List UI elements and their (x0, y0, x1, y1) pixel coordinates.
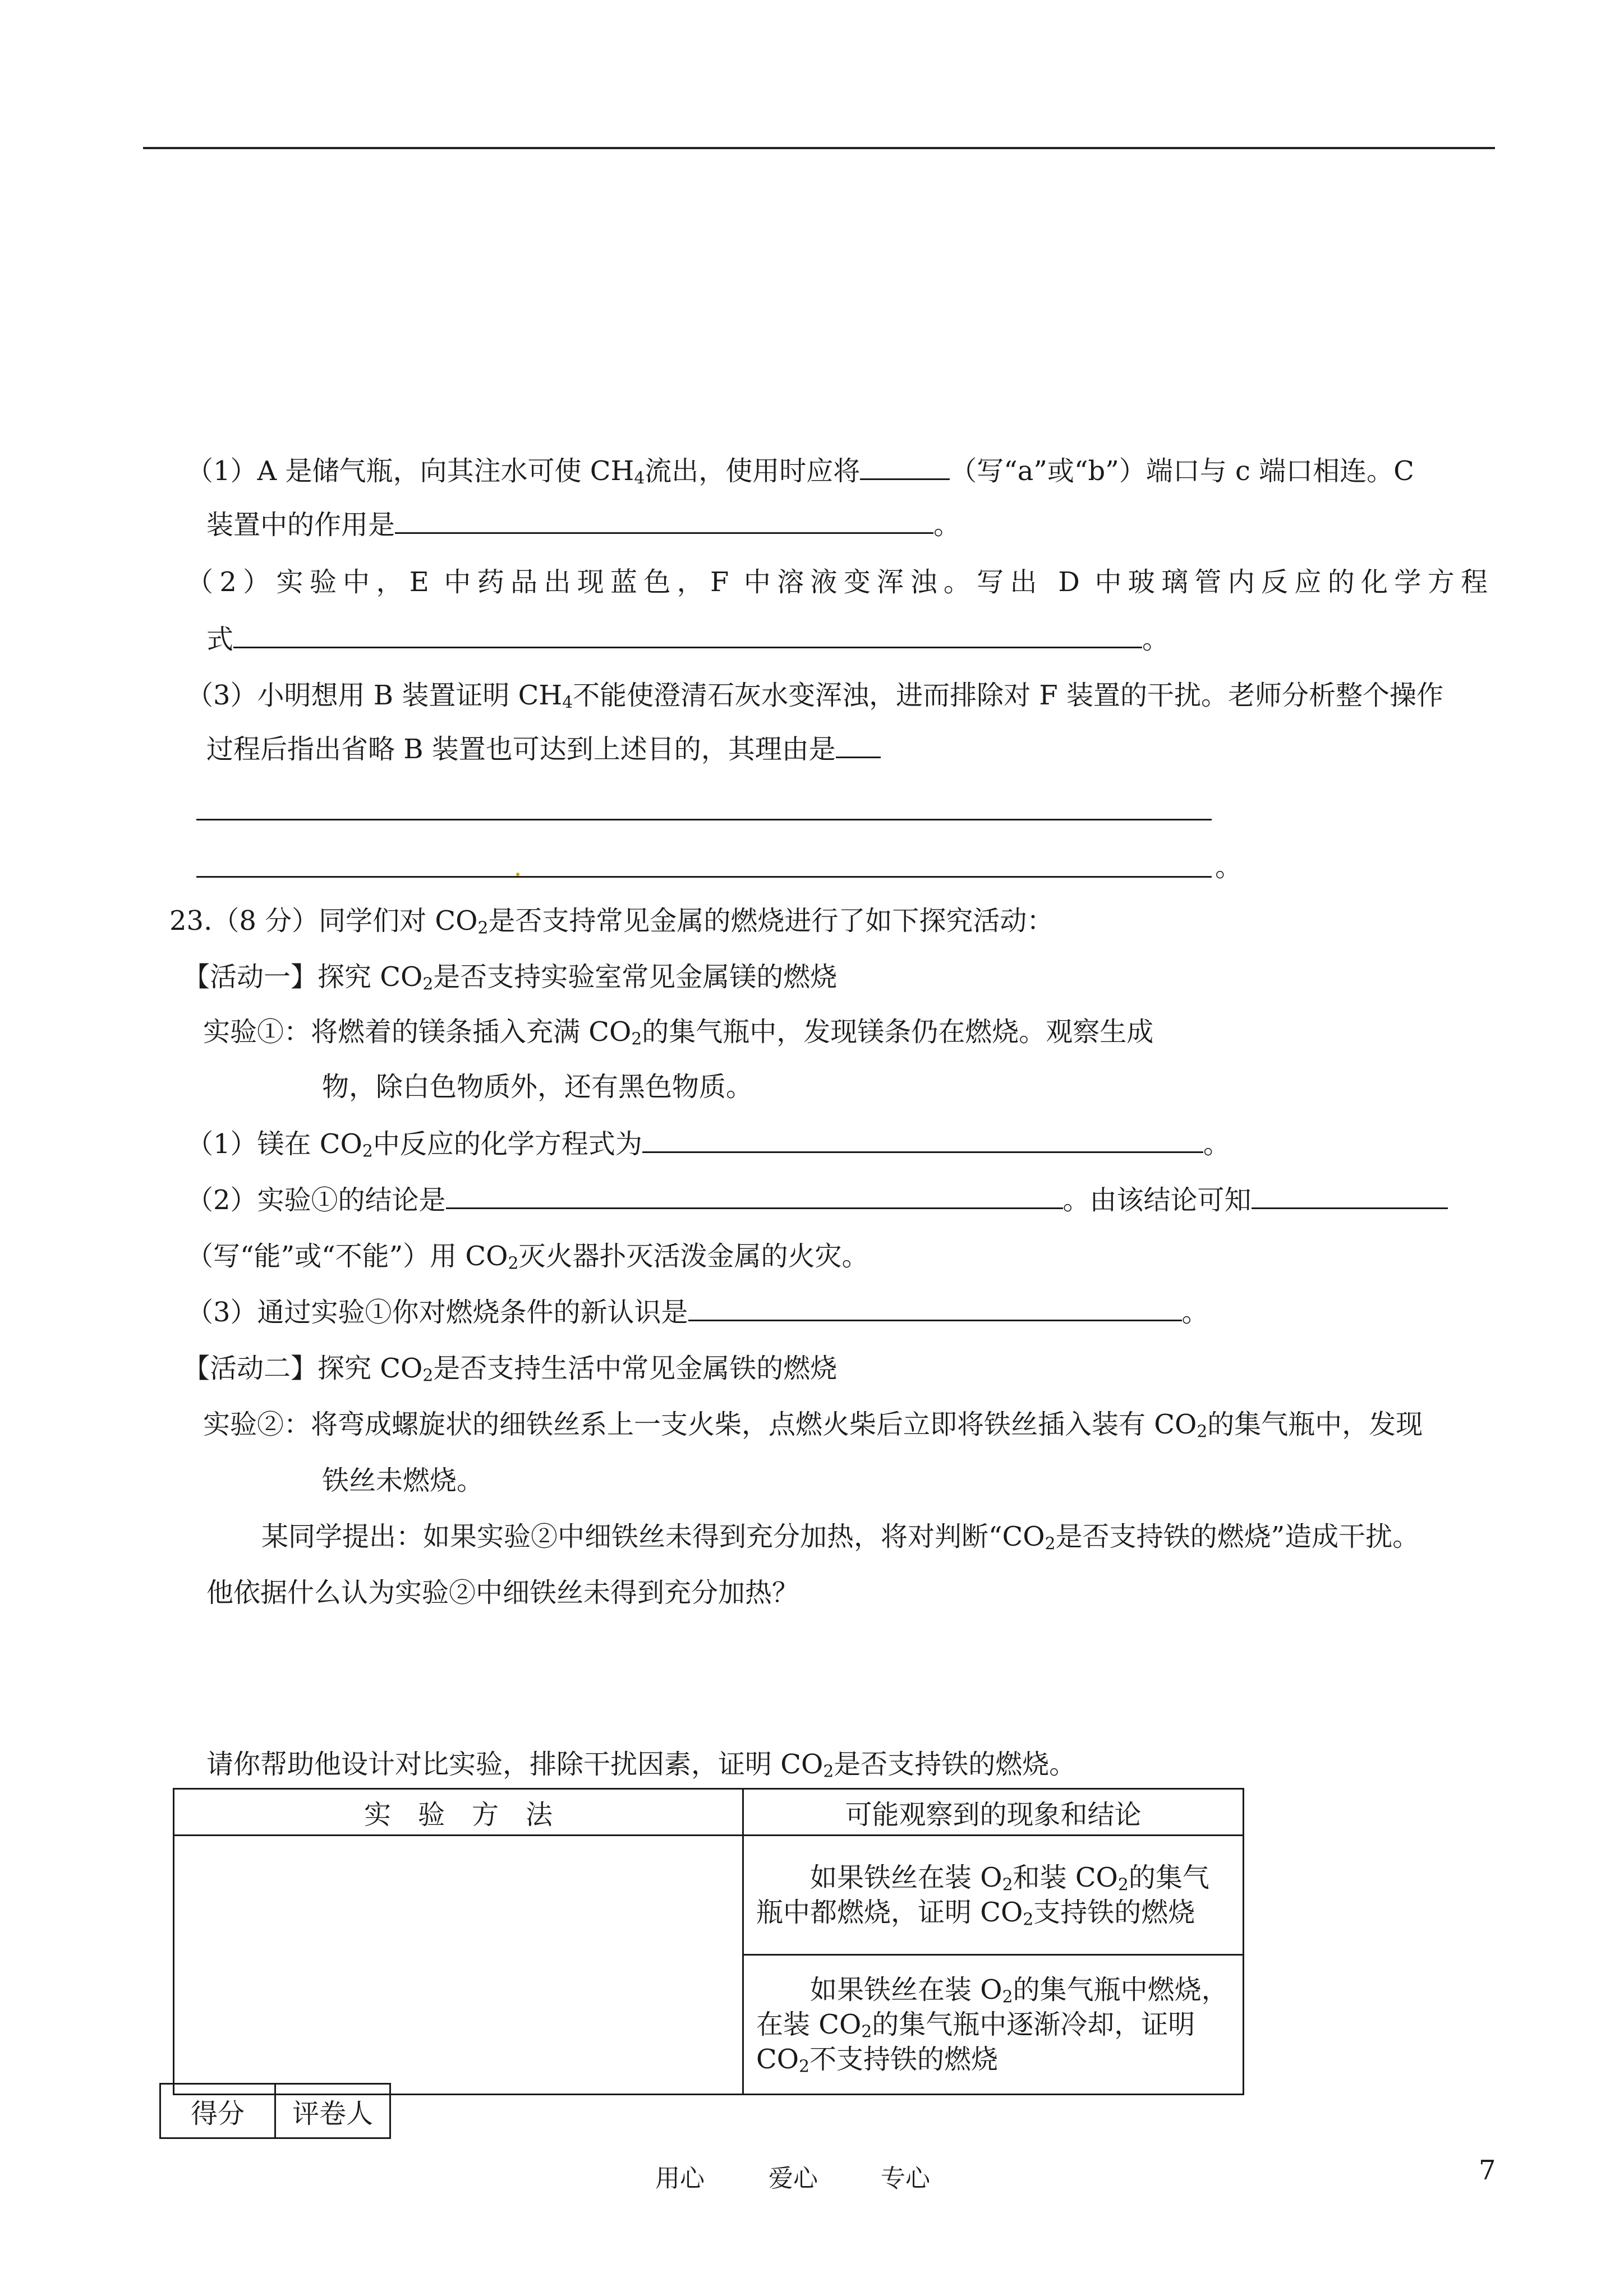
experiment-one-line2: 物，除白色物质外，还有黑色物质。 (322, 1071, 753, 1103)
q22-part2-line2: 式 。 (206, 624, 1170, 655)
activity-one-title: 【活动一】探究 $CO_2$是否支持实验室常见金属镁的燃烧 (183, 961, 838, 994)
footer-motto-2: 爱心 (769, 2164, 818, 2193)
result-cell: 如果铁丝在装 $O_2$的集气瓶中燃烧，在装 $CO_2$的集气瓶中逐渐冷却，证明 $CO_2$不支持铁的燃烧 (743, 1955, 1244, 2095)
header-rule (143, 147, 1495, 149)
activity-two-title: 【活动二】探究 $CO_2$是否支持生活中常见金属铁的燃烧 (183, 1353, 838, 1386)
q23-part2-line1: （2）实验①的结论是 。由该结论可知 (186, 1183, 1448, 1217)
answer-line[interactable] (196, 876, 1212, 878)
q22-part1-line2: 装置中的作用是 。 (206, 509, 961, 541)
q23-part3: （3）通过实验①你对燃烧条件的新认识是 。 (186, 1297, 1209, 1328)
page-number: 7 (1479, 2155, 1496, 2186)
claim-line2: 他依据什么认为实验②中细铁丝未得到充分加热？ (206, 1577, 799, 1608)
design-prompt: 请你帮助他设计对比实验，排除干扰因素，证明 $CO_2$是否支持铁的燃烧。 (206, 1749, 1076, 1782)
grader-label: 评卷人 (275, 2084, 390, 2138)
q22-part1-line1: （1）A 是储气瓶，向其注水可使 $CH_4$流出，使用时应将 （写“a”或“b”）端口与 c 端口相连。C (186, 455, 1414, 488)
footer-motto-1: 用心 (655, 2164, 705, 2193)
answer-line[interactable] (196, 819, 1212, 820)
table-header-result: 可能观察到的现象和结论 (743, 1789, 1244, 1836)
q22-part3-line2: 过程后指出省略 B 装置也可达到上述目的，其理由是 (206, 732, 881, 766)
answer-blank[interactable] (836, 733, 881, 758)
table-header-row (174, 1789, 1244, 1836)
answer-blank[interactable] (233, 623, 1142, 648)
q23-heading: 23.（8 分）同学们对 $CO_2$是否支持常见金属的燃烧进行了如下探究活动： (169, 905, 1054, 938)
footer-motto-3: 专心 (881, 2164, 930, 2193)
method-input-cell[interactable] (174, 1836, 743, 2095)
q22-part2-line1: （2）实验中，E 中药品出现蓝色，F 中溶液变浑浊。写出 D 中玻璃管内反应的化学方程 (186, 566, 1488, 598)
answer-blank[interactable] (860, 455, 950, 480)
claim-line1: 某同学提出：如果实验②中细铁丝未得到充分加热，将对判断“$CO_2$是否支持铁的燃烧”造成干扰。 (261, 1521, 1420, 1554)
experiment-two-line2: 铁丝未燃烧。 (322, 1465, 484, 1496)
answer-blank[interactable] (688, 1296, 1182, 1321)
answer-blank[interactable] (1252, 1184, 1448, 1209)
experiment-two-line1: 实验②：将弯成螺旋状的细铁丝系上一支火柴，点燃火柴后立即将铁丝插入装有 $CO_2$的集气瓶中，发现 (203, 1409, 1423, 1442)
experiment-one-line1: 实验①：将燃着的镁条插入充满 $CO_2$的集气瓶中，发现镁条仍在燃烧。观察生成 (203, 1016, 1154, 1049)
q23-part1: （1）镁在 $CO_2$中反应的化学方程式为 。 (186, 1128, 1230, 1161)
answer-line-period: 。 (1215, 851, 1243, 883)
q23-part2-line2: （写“能”或“不能”）用 $CO_2$灭火器扑灭活泼金属的火灾。 (186, 1241, 869, 1274)
q22-part3-line1: （3）小明想用 B 装置证明 $CH_4$不能使澄清石灰水变浑浊，进而排除对 F 装置的干扰。老师分析整个操作 (186, 680, 1443, 713)
table-header-method: 实 验 方 法 (174, 1789, 743, 1836)
score-box (159, 2083, 391, 2139)
score-label: 得分 (160, 2084, 275, 2138)
answer-blank[interactable] (642, 1128, 1203, 1153)
result-cell: 如果铁丝在装 $O_2$和装 $CO_2$的集气瓶中都燃烧，证明 $CO_2$支持铁的燃烧 (743, 1836, 1244, 1955)
stray-mark (516, 873, 519, 876)
answer-blank[interactable] (446, 1184, 1063, 1209)
experiment-table (173, 1788, 1244, 2095)
table-row (174, 1836, 1244, 1955)
answer-blank[interactable] (395, 509, 933, 534)
